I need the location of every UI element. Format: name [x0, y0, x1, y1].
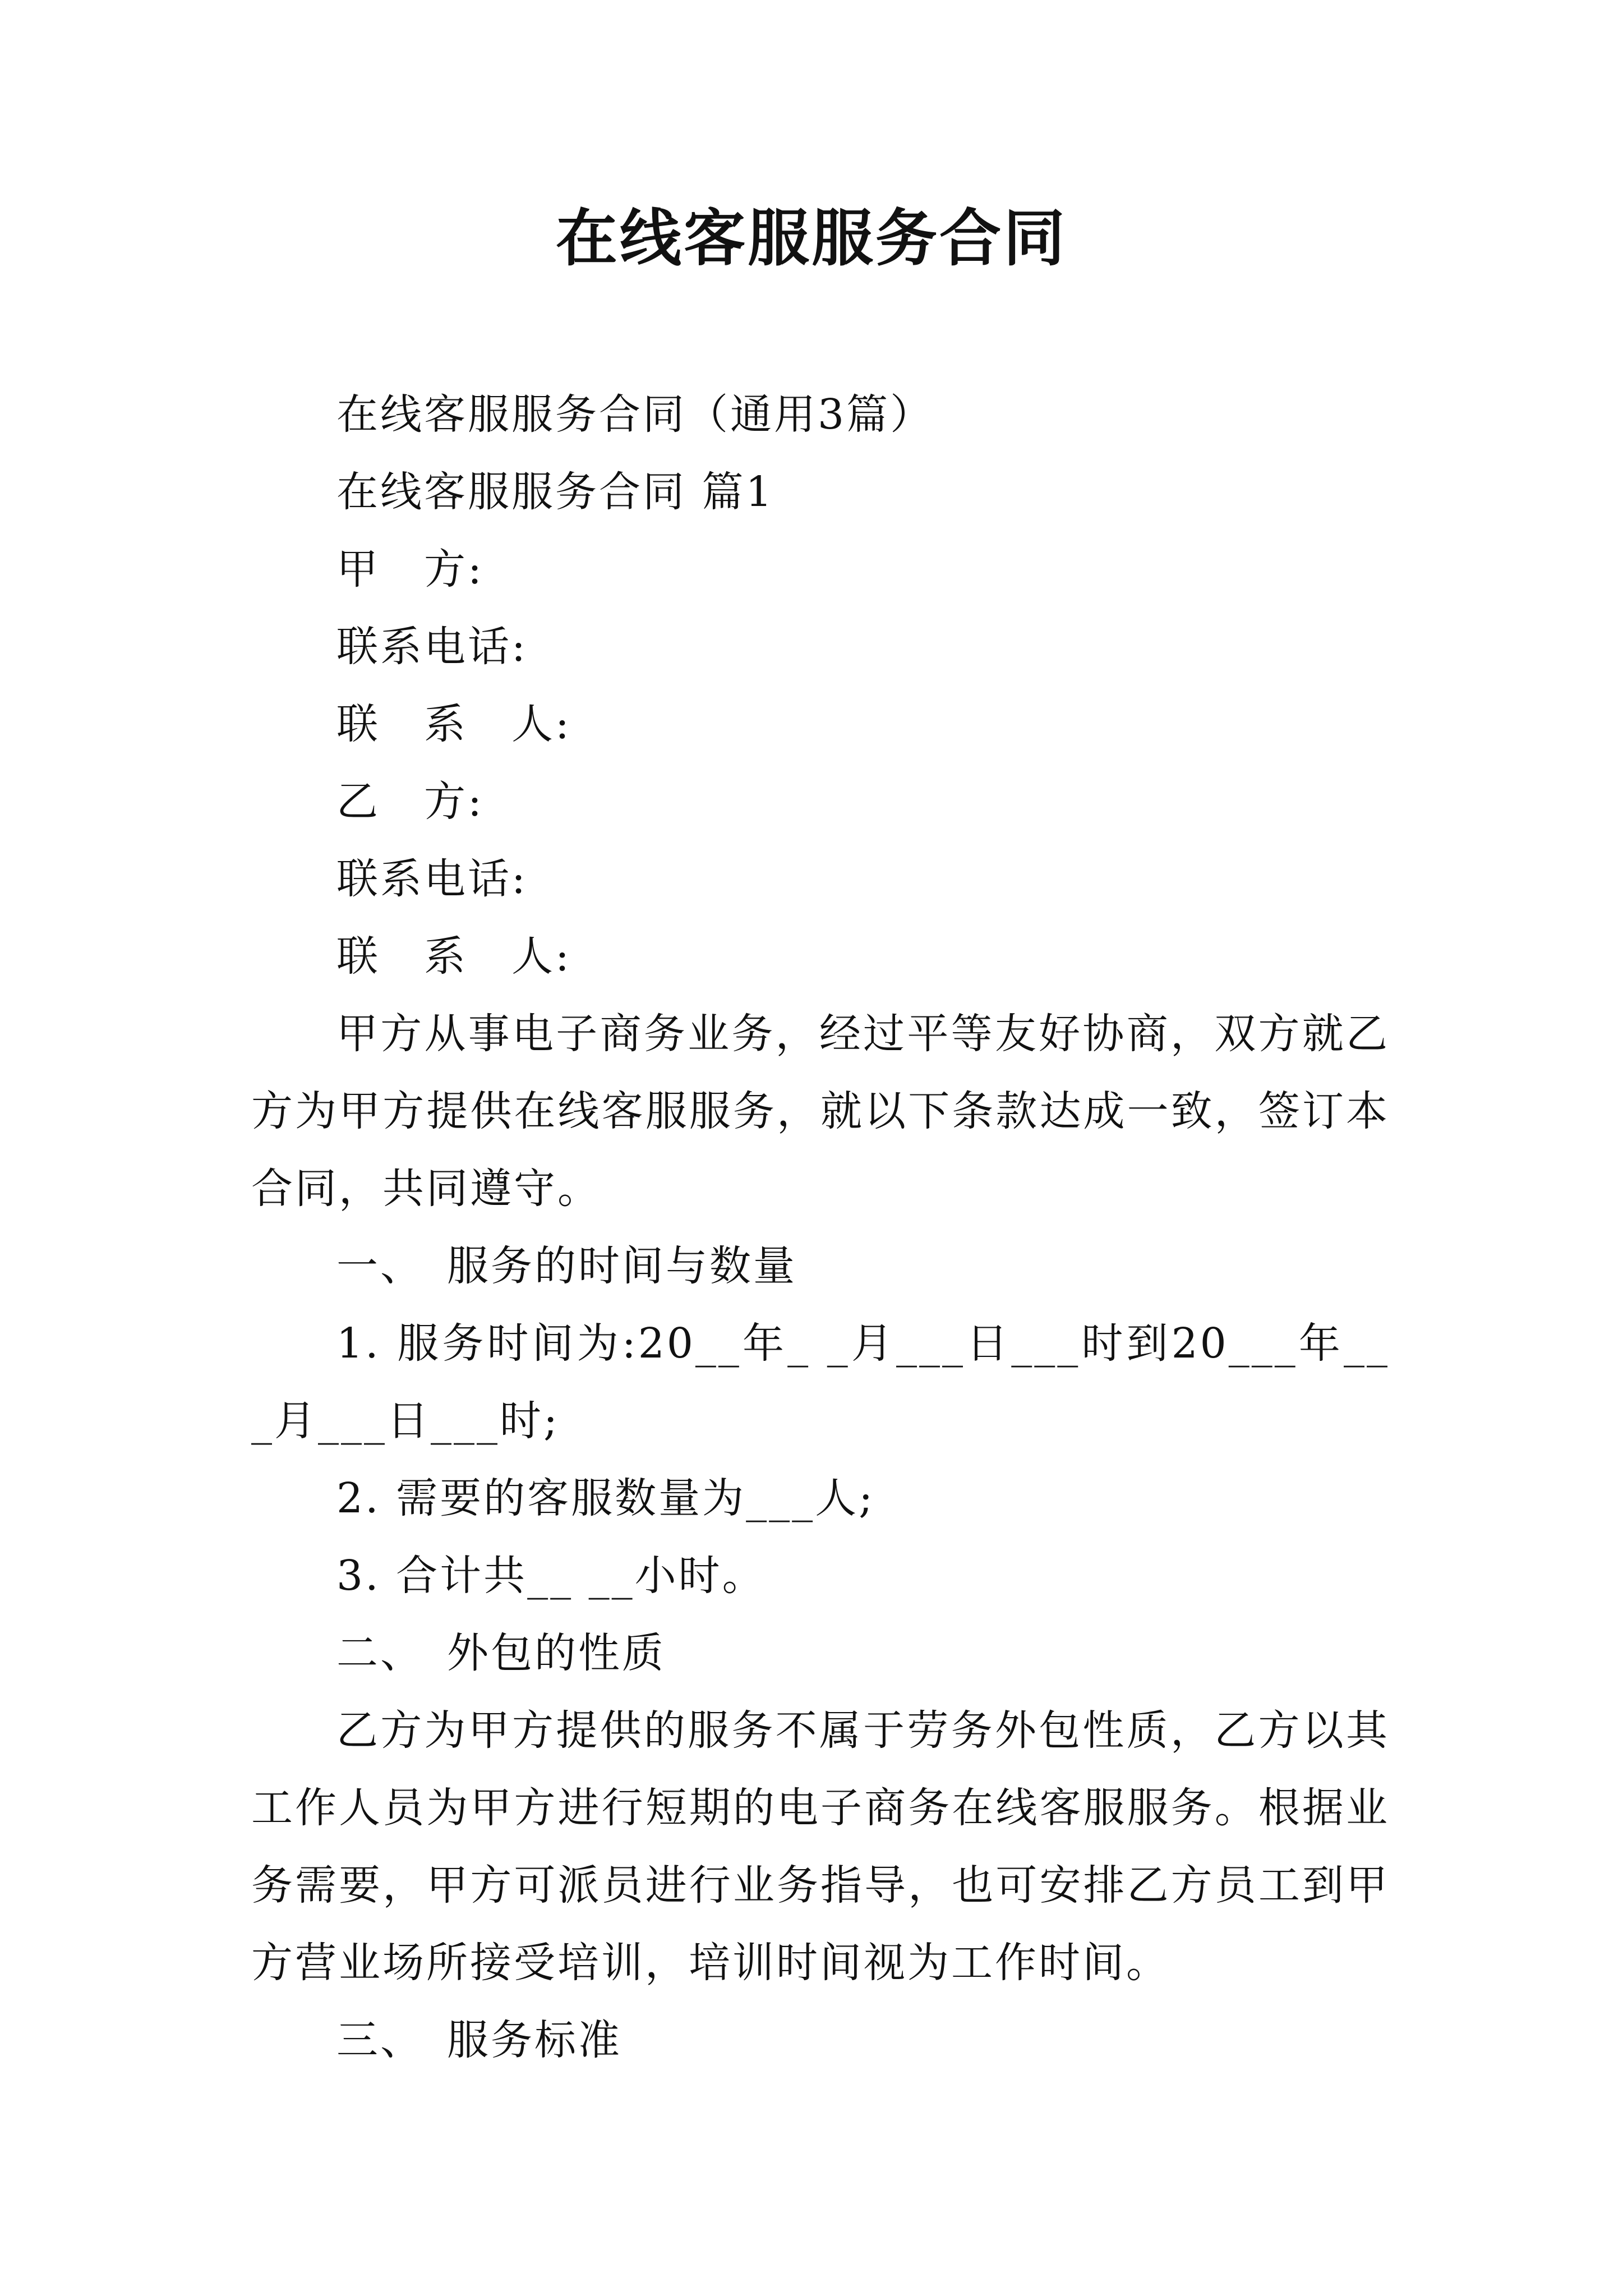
subtitle-line: 在线客服服务合同（通用3篇） — [336, 390, 934, 439]
clause-2-paragraph: 乙方为甲方提供的服务不属于劳务外包性质，乙方以其工作人员为甲方进行短期的电子商务在线客服服务。根据业务需要，甲方可派员进行业务指导，也可安排乙方员工到甲方营业场所接受培训，培训时间视为工作时间。 — [251, 1706, 1390, 1987]
document-title: 在线客服服务合同 — [556, 202, 1067, 274]
clause-heading-3: 三、 服务标准 — [336, 2016, 622, 2064]
party-a-contact-label: 联 系 人: — [336, 700, 571, 748]
document-body — [251, 376, 1390, 2079]
party-a-label: 甲 方: — [336, 545, 484, 593]
clause-heading-1: 一、 服务的时间与数量 — [336, 1242, 797, 1290]
clause-1-item-3: 3. 合计共__ __小时。 — [336, 1552, 766, 1600]
clause-1-item-2: 2. 需要的客服数量为___人; — [336, 1474, 875, 1522]
clause-heading-2: 二、 外包的性质 — [336, 1629, 666, 1677]
party-a-phone-label: 联系电话: — [336, 623, 528, 671]
party-b-contact-label: 联 系 人: — [336, 932, 571, 981]
party-b-phone-label: 联系电话: — [336, 855, 528, 903]
intro-paragraph: 甲方从事电子商务业务，经过平等友好协商，双方就乙方为甲方提供在线客服服务，就以下条款达成一致，签订本合同，共同遵守。 — [251, 1010, 1390, 1213]
section-heading-part1: 在线客服服务合同 篇1 — [336, 468, 774, 516]
clause-1-item-1: 1. 服务时间为:20__年_ _月___日___时到20___年___月___日___时; — [251, 1319, 1390, 1445]
party-b-label: 乙 方: — [336, 777, 484, 826]
